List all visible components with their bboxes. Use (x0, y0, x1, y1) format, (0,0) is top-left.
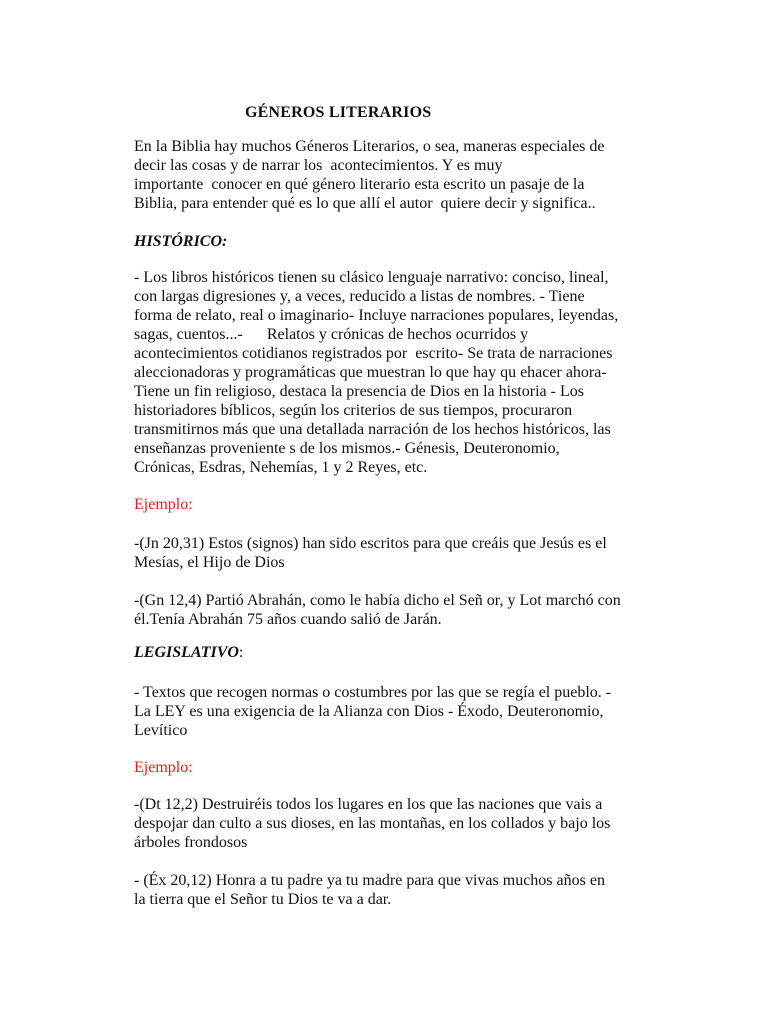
legislativo-ejemplo-label: Ejemplo: (134, 759, 193, 776)
historico-line: historiadores bíblicos, según los criterios de sus tiempos, procuraron (134, 402, 573, 419)
example-line: -(Gn 12,4) Partió Abrahán, como le había dicho el Señ or, y Lot marchó con (134, 592, 621, 609)
legislativo-heading-text: LEGISLATIVO (134, 644, 239, 661)
legislativo-heading-colon: : (238, 644, 244, 661)
historico-line: sagas, cuentos...- Relatos y crónicas de hechos ocurridos y (134, 326, 529, 343)
legislativo-description (134, 683, 634, 740)
example-line: -(Jn 20,31) Estos (signos) han sido escritos para que creáis que Jesús es el (134, 535, 607, 552)
historico-example-2 (134, 591, 634, 629)
historico-heading-text: HISTÓRICO: (134, 233, 228, 250)
legislativo-example-1 (134, 795, 634, 852)
legislativo-line: - Textos que recogen normas o costumbres por las que se regía el pueblo. - (134, 684, 612, 701)
intro-paragraph (134, 137, 634, 213)
intro-line: decir las cosas y de narrar los acontecimientos. Y es muy (134, 157, 503, 174)
historico-description (134, 268, 634, 477)
example-line: - (Éx 20,12) Honra a tu padre ya tu madre para que vivas muchos años en (134, 872, 605, 889)
historico-line: Crónicas, Esdras, Nehemías, 1 y 2 Reyes, etc. (134, 459, 428, 476)
historico-ejemplo-label: Ejemplo: (134, 496, 193, 513)
legislativo-line: Levítico (134, 722, 188, 739)
historico-line: enseñanzas proveniente s de los mismos.- Génesis, Deuteronomio, (134, 440, 560, 457)
example-line: -(Dt 12,2) Destruiréis todos los lugares en los que las naciones que vais a (134, 796, 603, 813)
historico-heading (134, 233, 227, 251)
intro-line: importante conocer en qué género literario esta escrito un pasaje de la (134, 176, 585, 193)
intro-line: Biblia, para entender qué es lo que allí el autor quiere decir y significa.. (134, 195, 596, 212)
legislativo-line: La LEY es una exigencia de la Alianza con Dios - Éxodo, Deuteronomio, (134, 703, 604, 720)
historico-example-1 (134, 534, 634, 572)
example-line: él.Tenía Abrahán 75 años cuando salió de Jarán. (134, 611, 442, 628)
historico-line: Tiene un fin religioso, destaca la presencia de Dios en la historia - Los (134, 383, 584, 400)
intro-line: En la Biblia hay muchos Géneros Literarios, o sea, maneras especiales de (134, 138, 605, 155)
historico-line: forma de relato, real o imaginario- Incluye narraciones populares, leyendas, (134, 307, 619, 324)
historico-line: transmitirnos más que una detallada narración de los hechos históricos, las (134, 421, 611, 438)
historico-line: - Los libros históricos tienen su clásico lenguaje narrativo: conciso, lineal, (134, 269, 609, 286)
example-line: Mesías, el Hijo de Dios (134, 554, 285, 571)
example-line: despojar dan culto a sus dioses, en las montañas, en los collados y bajo los (134, 815, 611, 832)
document-title: GÉNEROS LITERARIOS (245, 104, 432, 121)
legislativo-heading (134, 644, 243, 662)
example-line: árboles frondosos (134, 834, 248, 851)
legislativo-example-2 (134, 871, 634, 909)
historico-line: con largas digresiones y, a veces, reducido a listas de nombres. - Tiene (134, 288, 585, 305)
historico-line: aleccionadoras y programáticas que muestran lo que hay qu ehacer ahora- (134, 364, 607, 381)
example-line: la tierra que el Señor tu Dios te va a dar. (134, 891, 392, 908)
historico-line: acontecimientos cotidianos registrados por escrito- Se trata de narraciones (134, 345, 613, 362)
